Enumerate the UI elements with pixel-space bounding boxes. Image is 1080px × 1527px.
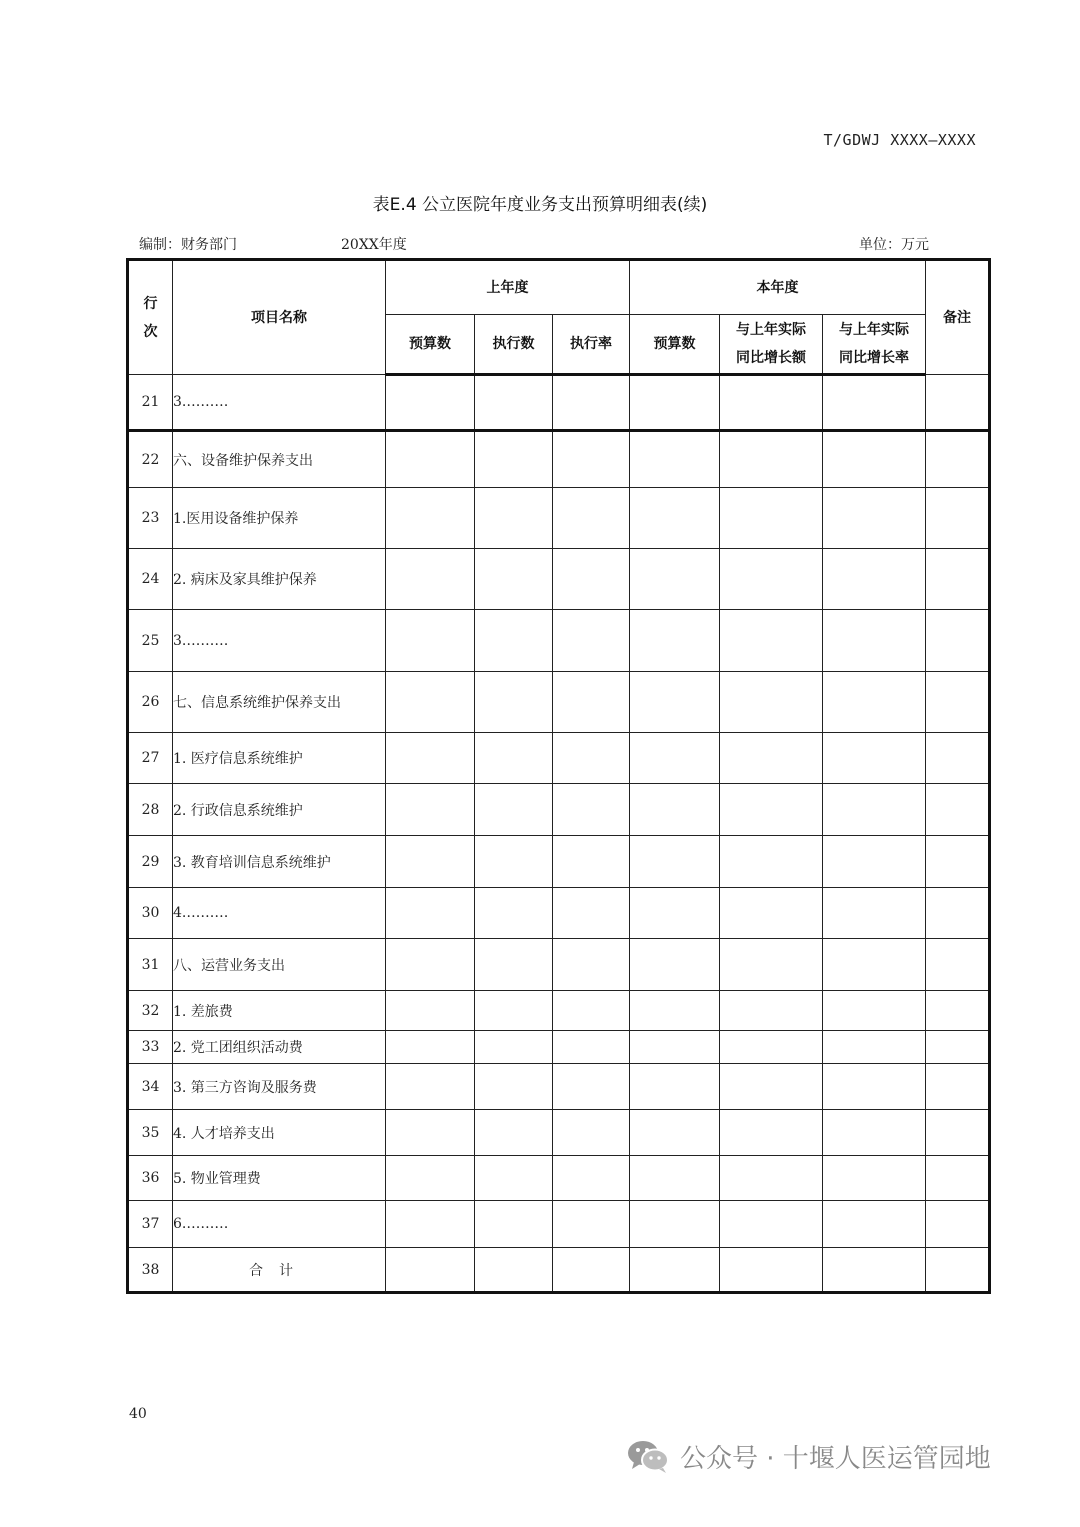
- item-name: 六、设备维护保养支出: [173, 431, 386, 488]
- cell-remark: [926, 549, 990, 610]
- header-previous-year: 上年度: [386, 260, 630, 315]
- cell-prev-executed: [475, 1064, 553, 1110]
- wechat-logo-icon: [626, 1438, 670, 1474]
- cell-curr-budget: [630, 1064, 720, 1110]
- cell-prev-rate: [553, 1031, 630, 1064]
- table-row: [128, 991, 990, 1031]
- cell-prev-budget: [386, 939, 475, 991]
- item-name: 3. 第三方咨询及服务费: [173, 1064, 386, 1110]
- cell-yoy-rate: [823, 488, 926, 549]
- table-row: [128, 1031, 990, 1064]
- item-name: 八、运营业务支出: [173, 939, 386, 991]
- cell-prev-executed: [475, 672, 553, 733]
- item-name: 3.………: [173, 375, 386, 431]
- cell-remark: [926, 431, 990, 488]
- watermark: [626, 1436, 1056, 1476]
- item-name: 5. 物业管理费: [173, 1156, 386, 1201]
- cell-curr-budget: [630, 836, 720, 888]
- cell-remark: [926, 672, 990, 733]
- item-name: 2. 行政信息系统维护: [173, 784, 386, 836]
- row-number: 33: [128, 1031, 173, 1064]
- cell-yoy-rate: [823, 836, 926, 888]
- cell-prev-executed: [475, 375, 553, 431]
- row-number: 32: [128, 991, 173, 1031]
- item-name: 1.医用设备维护保养: [173, 488, 386, 549]
- cell-remark: [926, 784, 990, 836]
- cell-yoy-amount: [720, 1031, 823, 1064]
- cell-remark: [926, 939, 990, 991]
- cell-yoy-rate: [823, 1248, 926, 1293]
- document-code: T/GDWJ XXXX—XXXX: [823, 131, 976, 149]
- cell-prev-budget: [386, 733, 475, 784]
- table-row: [128, 1156, 990, 1201]
- cell-curr-budget: [630, 784, 720, 836]
- cell-curr-budget: [630, 939, 720, 991]
- cell-prev-rate: [553, 375, 630, 431]
- row-number: 28: [128, 784, 173, 836]
- item-name: 七、信息系统维护保养支出: [173, 672, 386, 733]
- header-prev-execution-rate: 执行率: [553, 315, 630, 375]
- cell-curr-budget: [630, 375, 720, 431]
- item-name: 4. 人才培养支出: [173, 1110, 386, 1156]
- cell-prev-budget: [386, 1031, 475, 1064]
- cell-prev-executed: [475, 888, 553, 939]
- watermark-text: 公众号 · 十堰人医运管园地: [680, 1443, 991, 1474]
- cell-prev-budget: [386, 1110, 475, 1156]
- cell-yoy-amount: [720, 672, 823, 733]
- cell-yoy-amount: [720, 1156, 823, 1201]
- cell-prev-executed: [475, 1156, 553, 1201]
- row-number: 27: [128, 733, 173, 784]
- cell-yoy-rate: [823, 375, 926, 431]
- header-curr-yoy-amount-label: 与上年实际 同比增长额: [736, 322, 807, 366]
- cell-prev-executed: [475, 991, 553, 1031]
- cell-prev-rate: [553, 1156, 630, 1201]
- cell-yoy-rate: [823, 549, 926, 610]
- table-row: [128, 888, 990, 939]
- cell-prev-rate: [553, 431, 630, 488]
- row-number: 30: [128, 888, 173, 939]
- cell-prev-rate: [553, 610, 630, 672]
- cell-remark: [926, 1031, 990, 1064]
- cell-prev-rate: [553, 1064, 630, 1110]
- cell-prev-budget: [386, 784, 475, 836]
- row-number: 24: [128, 549, 173, 610]
- row-number: 38: [128, 1248, 173, 1293]
- item-name: 3. 教育培训信息系统维护: [173, 836, 386, 888]
- cell-yoy-rate: [823, 1031, 926, 1064]
- item-name: 6.………: [173, 1201, 386, 1248]
- cell-curr-budget: [630, 991, 720, 1031]
- cell-prev-executed: [475, 1031, 553, 1064]
- cell-yoy-amount: [720, 888, 823, 939]
- cell-prev-executed: [475, 1248, 553, 1293]
- header-curr-budget: 预算数: [630, 315, 720, 375]
- cell-yoy-rate: [823, 733, 926, 784]
- header-item-name: 项目名称: [173, 260, 386, 375]
- header-row-number: [128, 260, 173, 375]
- cell-remark: [926, 1248, 990, 1293]
- cell-prev-executed: [475, 488, 553, 549]
- cell-yoy-rate: [823, 784, 926, 836]
- cell-prev-budget: [386, 672, 475, 733]
- cell-yoy-amount: [720, 1064, 823, 1110]
- cell-prev-budget: [386, 888, 475, 939]
- cell-prev-executed: [475, 784, 553, 836]
- cell-curr-budget: [630, 1031, 720, 1064]
- table-row-total: [128, 1248, 990, 1293]
- table-row: [128, 375, 990, 431]
- cell-prev-budget: [386, 1248, 475, 1293]
- cell-yoy-amount: [720, 549, 823, 610]
- cell-prev-budget: [386, 375, 475, 431]
- cell-prev-executed: [475, 939, 553, 991]
- cell-prev-rate: [553, 672, 630, 733]
- cell-prev-budget: [386, 991, 475, 1031]
- cell-yoy-amount: [720, 991, 823, 1031]
- cell-prev-rate: [553, 939, 630, 991]
- row-number: 37: [128, 1201, 173, 1248]
- table-row: [128, 488, 990, 549]
- row-number: 23: [128, 488, 173, 549]
- cell-prev-executed: [475, 610, 553, 672]
- cell-curr-budget: [630, 672, 720, 733]
- cell-yoy-amount: [720, 1248, 823, 1293]
- cell-prev-budget: [386, 610, 475, 672]
- cell-prev-rate: [553, 488, 630, 549]
- header-row-number-label: 行 次: [143, 295, 158, 340]
- header-remark: 备注: [926, 260, 990, 375]
- cell-yoy-rate: [823, 1110, 926, 1156]
- cell-remark: [926, 1201, 990, 1248]
- cell-prev-rate: [553, 888, 630, 939]
- header-prev-budget: 预算数: [386, 315, 475, 375]
- cell-curr-budget: [630, 431, 720, 488]
- cell-yoy-amount: [720, 488, 823, 549]
- cell-yoy-rate: [823, 672, 926, 733]
- item-name: 4.………: [173, 888, 386, 939]
- table-row: [128, 836, 990, 888]
- table-row: [128, 672, 990, 733]
- cell-prev-budget: [386, 1201, 475, 1248]
- header-curr-yoy-rate-label: 与上年实际 同比增长率: [839, 322, 910, 366]
- cell-curr-budget: [630, 488, 720, 549]
- item-name: 1. 医疗信息系统维护: [173, 733, 386, 784]
- cell-prev-rate: [553, 733, 630, 784]
- row-number: 21: [128, 375, 173, 431]
- cell-curr-budget: [630, 1248, 720, 1293]
- cell-remark: [926, 836, 990, 888]
- table-row: [128, 610, 990, 672]
- item-name: 2. 党工团组织活动费: [173, 1031, 386, 1064]
- cell-prev-executed: [475, 836, 553, 888]
- row-number: 22: [128, 431, 173, 488]
- cell-yoy-rate: [823, 610, 926, 672]
- fiscal-year: 20XX年度: [341, 237, 407, 253]
- table-row: [128, 1110, 990, 1156]
- cell-remark: [926, 1110, 990, 1156]
- header-curr-yoy-amount: [720, 315, 823, 375]
- row-number: 31: [128, 939, 173, 991]
- row-number: 35: [128, 1110, 173, 1156]
- budget-table: [126, 258, 991, 1294]
- table-row: [128, 549, 990, 610]
- cell-remark: [926, 733, 990, 784]
- table-row: [128, 784, 990, 836]
- unit-label: 单位：万元: [859, 237, 929, 253]
- table-row: [128, 1064, 990, 1110]
- table-title: 表E.4 公立医院年度业务支出预算明细表(续): [372, 195, 708, 215]
- cell-prev-budget: [386, 431, 475, 488]
- item-name: 3.………: [173, 610, 386, 672]
- cell-yoy-rate: [823, 1064, 926, 1110]
- cell-prev-executed: [475, 1201, 553, 1248]
- item-name: 1. 差旅费: [173, 991, 386, 1031]
- cell-prev-executed: [475, 733, 553, 784]
- row-number: 34: [128, 1064, 173, 1110]
- cell-prev-budget: [386, 549, 475, 610]
- header-curr-yoy-rate: [823, 315, 926, 375]
- cell-remark: [926, 991, 990, 1031]
- cell-yoy-amount: [720, 1201, 823, 1248]
- cell-yoy-amount: [720, 836, 823, 888]
- cell-yoy-amount: [720, 939, 823, 991]
- cell-curr-budget: [630, 1201, 720, 1248]
- table-row: [128, 1201, 990, 1248]
- cell-prev-rate: [553, 1201, 630, 1248]
- cell-prev-rate: [553, 1110, 630, 1156]
- header-prev-executed: 执行数: [475, 315, 553, 375]
- cell-remark: [926, 610, 990, 672]
- cell-prev-budget: [386, 1064, 475, 1110]
- cell-yoy-amount: [720, 375, 823, 431]
- total-label: 合计: [173, 1248, 386, 1293]
- cell-remark: [926, 488, 990, 549]
- row-number: 29: [128, 836, 173, 888]
- cell-curr-budget: [630, 610, 720, 672]
- prepared-by: 编制：财务部门: [139, 237, 237, 253]
- cell-yoy-rate: [823, 431, 926, 488]
- cell-remark: [926, 888, 990, 939]
- cell-prev-rate: [553, 549, 630, 610]
- item-name: 2. 病床及家具维护保养: [173, 549, 386, 610]
- cell-prev-rate: [553, 836, 630, 888]
- cell-remark: [926, 1156, 990, 1201]
- cell-prev-rate: [553, 991, 630, 1031]
- cell-prev-budget: [386, 488, 475, 549]
- cell-curr-budget: [630, 1156, 720, 1201]
- cell-yoy-rate: [823, 1156, 926, 1201]
- cell-yoy-amount: [720, 610, 823, 672]
- cell-prev-rate: [553, 1248, 630, 1293]
- cell-yoy-amount: [720, 1110, 823, 1156]
- page-number: 40: [129, 1406, 147, 1422]
- header-current-year: 本年度: [630, 260, 926, 315]
- cell-yoy-rate: [823, 939, 926, 991]
- cell-prev-budget: [386, 1156, 475, 1201]
- cell-prev-rate: [553, 784, 630, 836]
- table-row: [128, 733, 990, 784]
- cell-prev-executed: [475, 1110, 553, 1156]
- cell-yoy-amount: [720, 784, 823, 836]
- cell-curr-budget: [630, 888, 720, 939]
- cell-curr-budget: [630, 549, 720, 610]
- cell-curr-budget: [630, 733, 720, 784]
- cell-curr-budget: [630, 1110, 720, 1156]
- table-row: [128, 431, 990, 488]
- table-row: [128, 939, 990, 991]
- cell-remark: [926, 375, 990, 431]
- cell-yoy-rate: [823, 888, 926, 939]
- row-number: 36: [128, 1156, 173, 1201]
- cell-yoy-amount: [720, 431, 823, 488]
- cell-prev-executed: [475, 431, 553, 488]
- table-meta-row: [139, 234, 929, 254]
- cell-yoy-rate: [823, 991, 926, 1031]
- cell-yoy-rate: [823, 1201, 926, 1248]
- cell-prev-budget: [386, 836, 475, 888]
- row-number: 25: [128, 610, 173, 672]
- cell-yoy-amount: [720, 733, 823, 784]
- cell-remark: [926, 1064, 990, 1110]
- row-number: 26: [128, 672, 173, 733]
- cell-prev-executed: [475, 549, 553, 610]
